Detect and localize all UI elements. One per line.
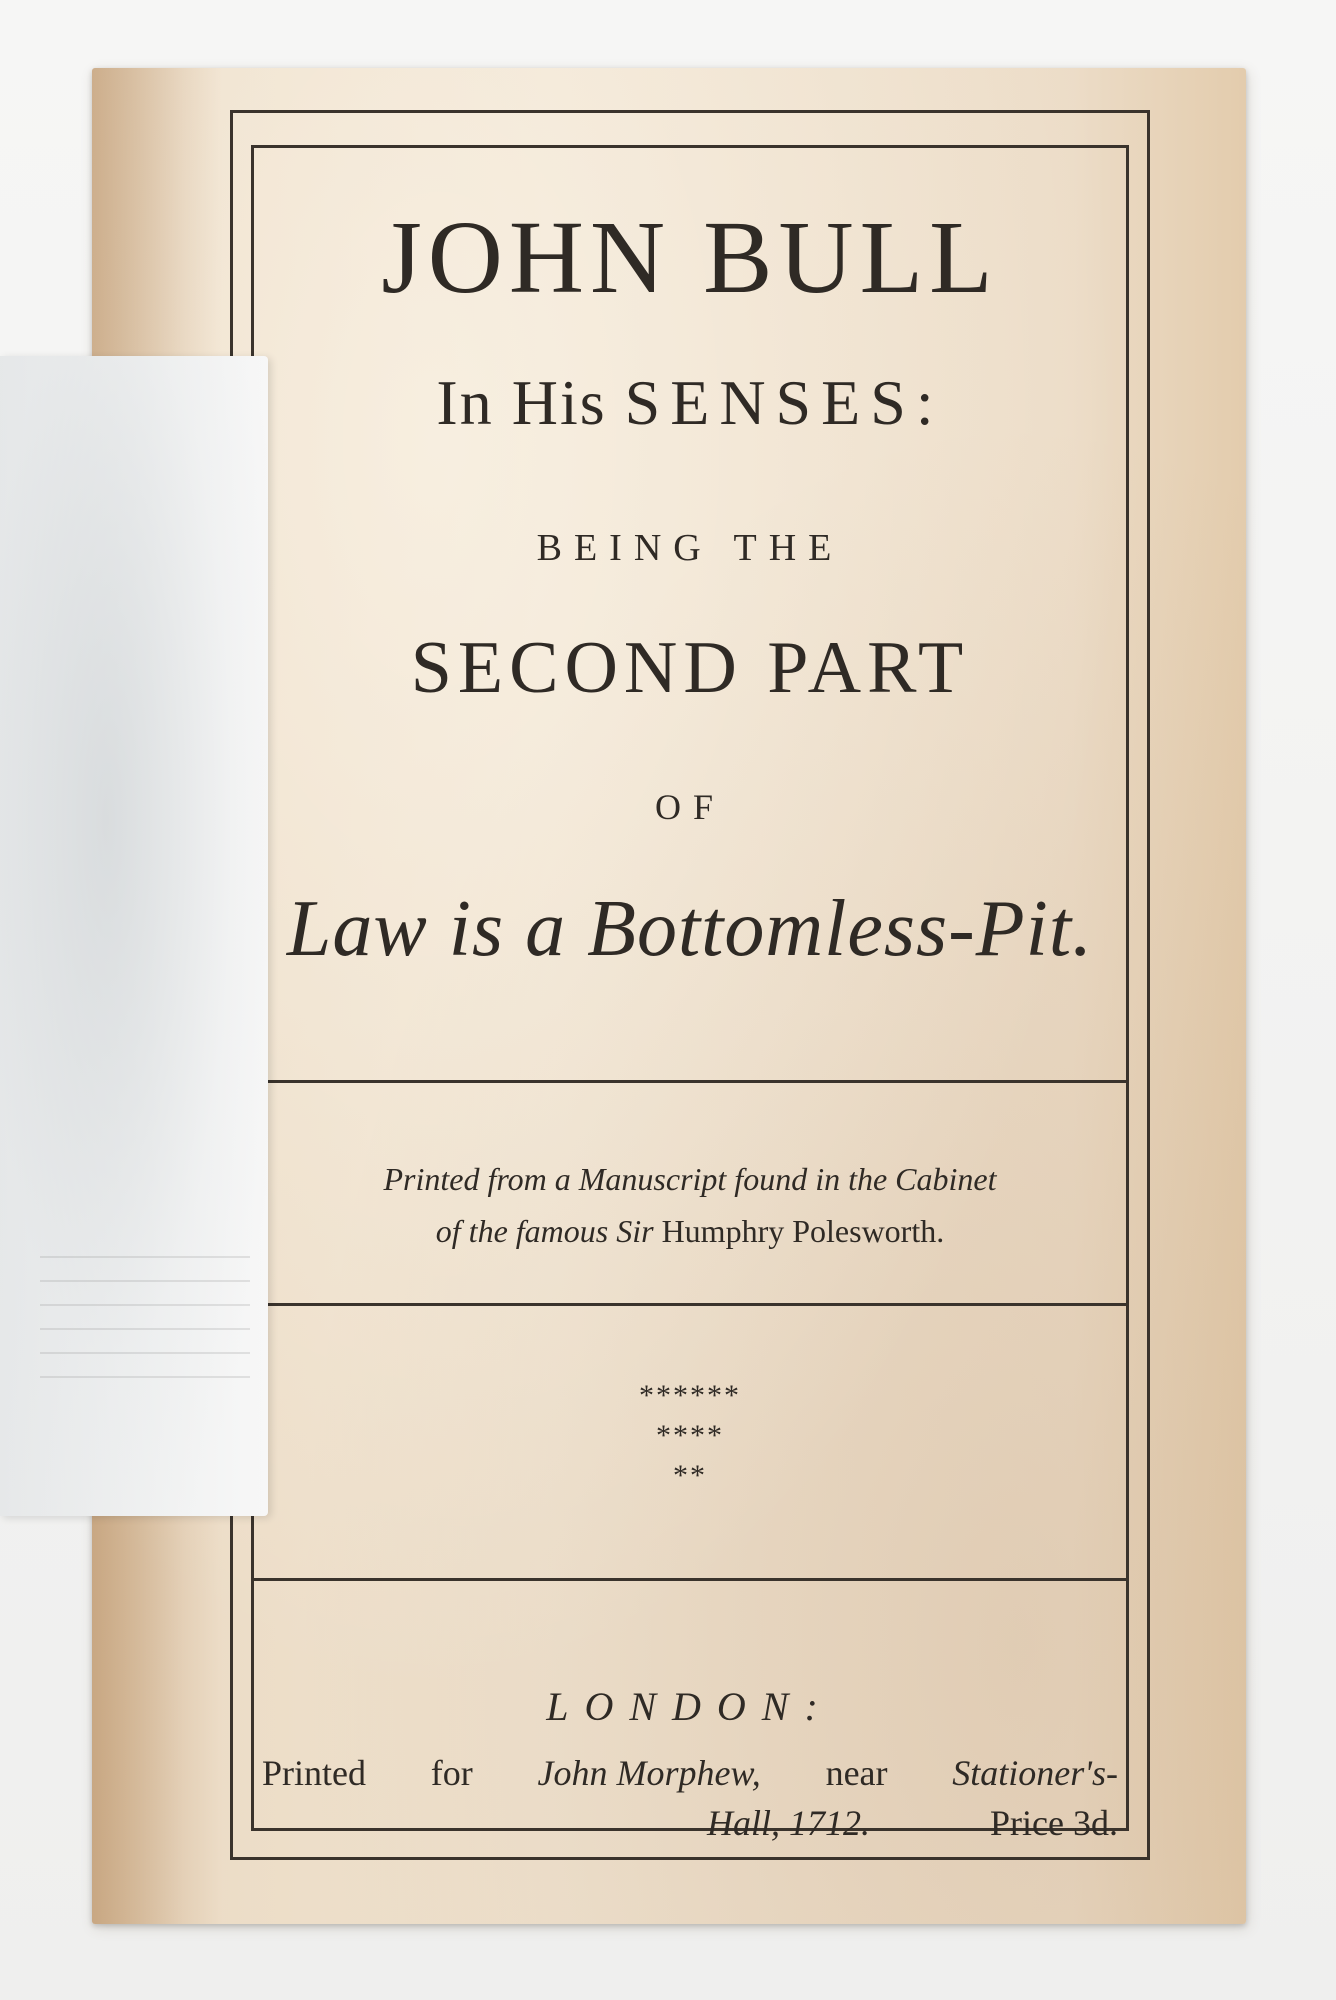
imprint-stationers: Stationer's- — [952, 1753, 1118, 1793]
printed-from-line2 — [274, 1205, 1106, 1257]
stars-row-3: ** — [673, 1459, 707, 1492]
of-label: OF — [654, 787, 726, 827]
divider-rule-2 — [254, 1303, 1126, 1306]
imprint-hall-date: Hall, 1712. — [707, 1803, 871, 1843]
divider-rule-3 — [254, 1578, 1126, 1581]
printed-from — [254, 1153, 1126, 1257]
imprint-printed: Printed — [262, 1753, 366, 1793]
stars-row-1: ****** — [639, 1379, 741, 1412]
being-the: BEING THE — [536, 527, 844, 569]
london-label: LONDON: — [546, 1684, 834, 1729]
subtitle-prefix: In His — [436, 367, 607, 438]
divider-rule-1 — [254, 1080, 1126, 1083]
second-part: SECOND PART — [410, 627, 970, 709]
tissue-show-through-text — [40, 1256, 250, 1400]
printed-from-line2-italic: of the famous Sir — [435, 1213, 654, 1249]
imprint-near: near — [825, 1753, 888, 1793]
outer-border — [230, 110, 1150, 1860]
tissue-guard-sheet — [0, 356, 268, 1516]
subtitle — [254, 366, 1126, 440]
inner-border — [251, 145, 1129, 1843]
printed-from-line1: Printed from a Manuscript found in the Cabinet — [383, 1161, 997, 1197]
imprint-line-2 — [262, 1798, 1118, 1848]
main-title: JOHN BULL — [381, 200, 999, 315]
imprint — [262, 1748, 1118, 1848]
imprint-price: Price 3d. — [990, 1803, 1118, 1843]
imprint-line-1 — [262, 1748, 1118, 1798]
printed-from-line2-name: Humphry Polesworth. — [661, 1213, 945, 1249]
subtitle-caps: SENSES: — [624, 367, 944, 438]
imprint-for: for — [430, 1753, 473, 1793]
stars-row-2: **** — [656, 1419, 724, 1452]
law-title: Law is a Bottomless-Pit. — [286, 885, 1094, 973]
imprint-publisher: John Morphew, — [537, 1753, 761, 1793]
star-ornament — [254, 1376, 1126, 1496]
